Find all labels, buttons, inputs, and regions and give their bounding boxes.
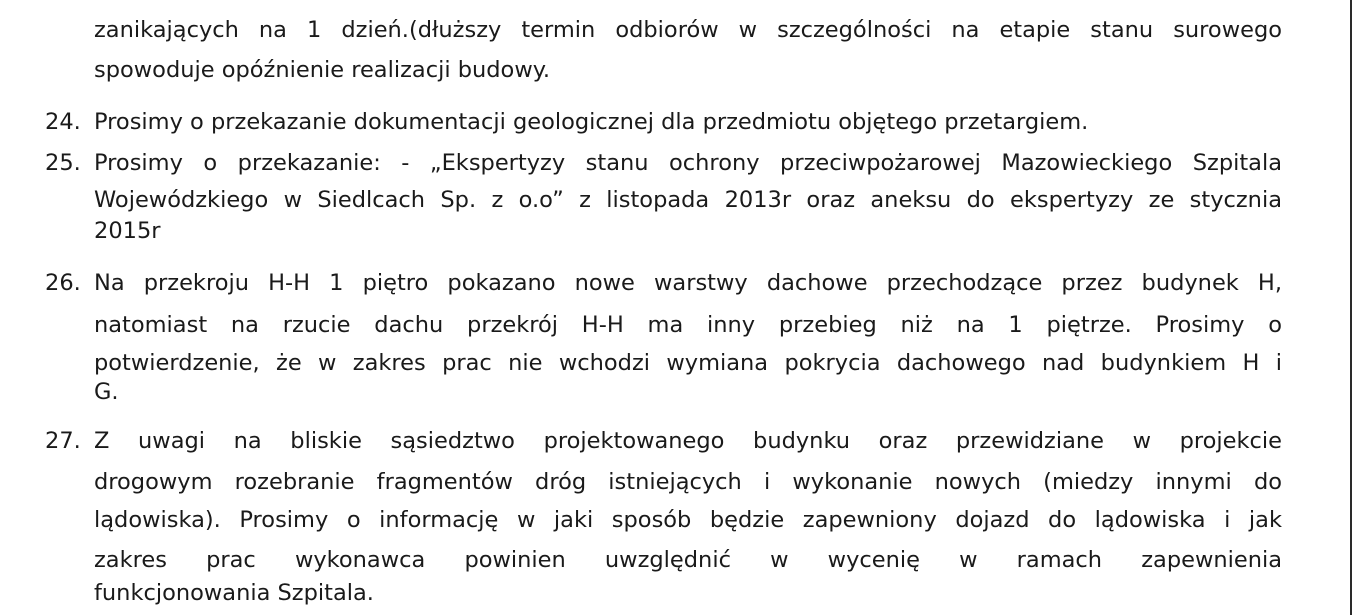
item-26-line-4: G. — [94, 379, 119, 405]
item-26-line-3: potwierdzenie, że w zakres prac nie wchodzi wymiana pokrycia dachowego nad budynkiem H i — [94, 350, 1282, 376]
continuation-line-2: spowoduje opóźnienie realizacji budowy. — [94, 57, 550, 83]
item-25-line-3: 2015r — [94, 218, 161, 244]
item-27-line-5: funkcjonowania Szpitala. — [94, 580, 374, 606]
item-26-line-2: natomiast na rzucie dachu przekrój H-H ma inny przebieg niż na 1 piętrze. Prosimy o — [94, 312, 1282, 338]
item-26-line-1: Na przekroju H-H 1 piętro pokazano nowe warstwy dachowe przechodzące przez budynek H, — [94, 270, 1282, 296]
item-27-line-4: zakres prac wykonawca powinien uwzględnić w wycenię w ramach zapewnienia — [94, 547, 1282, 573]
item-24-number: 24. — [45, 109, 81, 135]
item-26-number: 26. — [45, 270, 81, 296]
item-24-line-1: Prosimy o przekazanie dokumentacji geologicznej dla przedmiotu objętego przetargiem. — [94, 109, 1089, 135]
item-25-line-1: Prosimy o przekazanie: - „Ekspertyzy stanu ochrony przeciwpożarowej Mazowieckiego Szpitala — [94, 150, 1282, 176]
item-27-line-3: lądowiska). Prosimy o informację w jaki sposób będzie zapewniony dojazd do lądowiska i jak — [94, 507, 1282, 533]
item-27-line-1: Z uwagi na bliskie sąsiedztwo projektowanego budynku oraz przewidziane w projekcie — [94, 428, 1282, 454]
item-25-number: 25. — [45, 150, 81, 176]
item-27-line-2: drogowym rozebranie fragmentów dróg istniejących i wykonanie nowych (miedzy innymi do — [94, 469, 1282, 495]
page-edge-rule — [1350, 0, 1352, 615]
continuation-line-1: zanikających na 1 dzień.(dłuższy termin odbiorów w szczególności na etapie stanu surowego — [94, 17, 1282, 43]
item-25-line-2: Wojewódzkiego w Siedlcach Sp. z o.o” z listopada 2013r oraz aneksu do ekspertyzy ze stycznia — [94, 187, 1282, 213]
item-27-number: 27. — [45, 428, 81, 454]
